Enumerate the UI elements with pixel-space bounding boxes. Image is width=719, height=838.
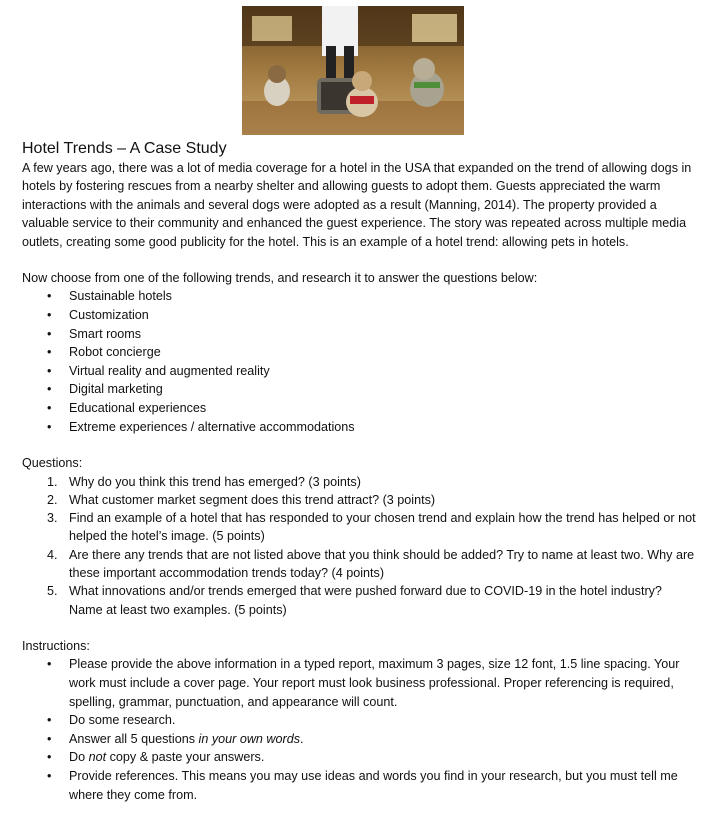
list-item: 1. Why do you think this trend has emerged? (3 points) xyxy=(47,474,361,489)
bullet-icon: • xyxy=(47,731,52,746)
list-item: • Virtual reality and augmented reality xyxy=(22,362,697,381)
list-item: 5. What innovations and/or trends emerged that were pushed forward due to COVID-19 in the hotel industry? Name at least two examples. (5 points) xyxy=(47,584,662,617)
questions-list xyxy=(22,473,697,619)
list-item: 3. Find an example of a hotel that has responded to your chosen trend and explain how the trend has helped or not helped the hotel’s image. (5 points) xyxy=(47,511,696,544)
bullet-icon: • xyxy=(47,750,52,765)
trend-list xyxy=(22,287,697,436)
list-item: • Extreme experiences / alternative accommodations xyxy=(22,418,697,437)
list-item: • Robot concierge xyxy=(22,343,697,362)
bullet-icon: • xyxy=(47,419,52,434)
hotel-lobby-dogs-image xyxy=(242,6,464,135)
list-item: • Please provide the above information in a typed report, maximum 3 pages, size 12 font, 1.5 line spacing. Your work must include a cover page. Your report must look business professional. Proper referencing is required, spelling, grammar, punctuation, and appearance will count. xyxy=(47,657,680,709)
bullet-icon: • xyxy=(47,401,52,415)
list-item: • Sustainable hotels xyxy=(22,287,697,306)
bullet-icon: • xyxy=(47,713,52,728)
bullet-icon: • xyxy=(47,326,52,341)
list-item: • Customization xyxy=(22,306,697,325)
list-item: • Smart rooms xyxy=(22,325,697,344)
instructions-heading: Instructions: xyxy=(22,638,90,653)
page-title: Hotel Trends – A Case Study xyxy=(22,140,227,157)
intro-paragraph: A few years ago, there was a lot of media coverage for a hotel in the USA that expanded on the trend of allowing dogs in hotels by fostering rescues from a nearby shelter and allowing guests to adopt them. Guests appreciated the warm interactions with the animals and several dogs were adopted as a result (Manning, 2014). The property provided a valuable service to their community and enhanced the guest experience. The story was repeated across multiple media outlets, creating some good publicity for the hotel. This is an example of a hotel trend: allowing pets in hotels. xyxy=(22,161,692,249)
list-item: • Educational experiences xyxy=(22,399,697,418)
instructions-list xyxy=(22,655,697,804)
bullet-icon: • xyxy=(47,382,52,397)
bullet-icon: • xyxy=(47,657,52,672)
bullet-icon: • xyxy=(47,363,52,378)
list-item: • Do some research. xyxy=(22,711,697,730)
list-item: • Provide references. This means you may use ideas and words you find in your research, but you must tell me where they come from. xyxy=(47,768,678,802)
document-body xyxy=(22,139,697,804)
list-item: • Do not copy & paste your answers. xyxy=(22,748,697,767)
list-item: • Digital marketing xyxy=(22,380,697,399)
list-item: • Answer all 5 questions in your own words. xyxy=(22,730,697,749)
choose-instructions: Now choose from one of the following trends, and research it to answer the questions below: xyxy=(22,271,538,286)
hotel-dogs-photo xyxy=(242,6,464,135)
questions-heading: Questions: xyxy=(22,456,83,471)
bullet-icon: • xyxy=(47,345,52,360)
list-item: 4. Are there any trends that are not listed above that you think should be added? Try to name at least two. Why are these important accommodation trends today? (4 points) xyxy=(47,547,695,581)
bullet-icon: • xyxy=(47,308,52,323)
list-item: 2. What customer market segment does this trend attract? (3 points) xyxy=(47,492,436,507)
bullet-icon: • xyxy=(47,768,52,783)
bullet-icon: • xyxy=(47,289,52,304)
